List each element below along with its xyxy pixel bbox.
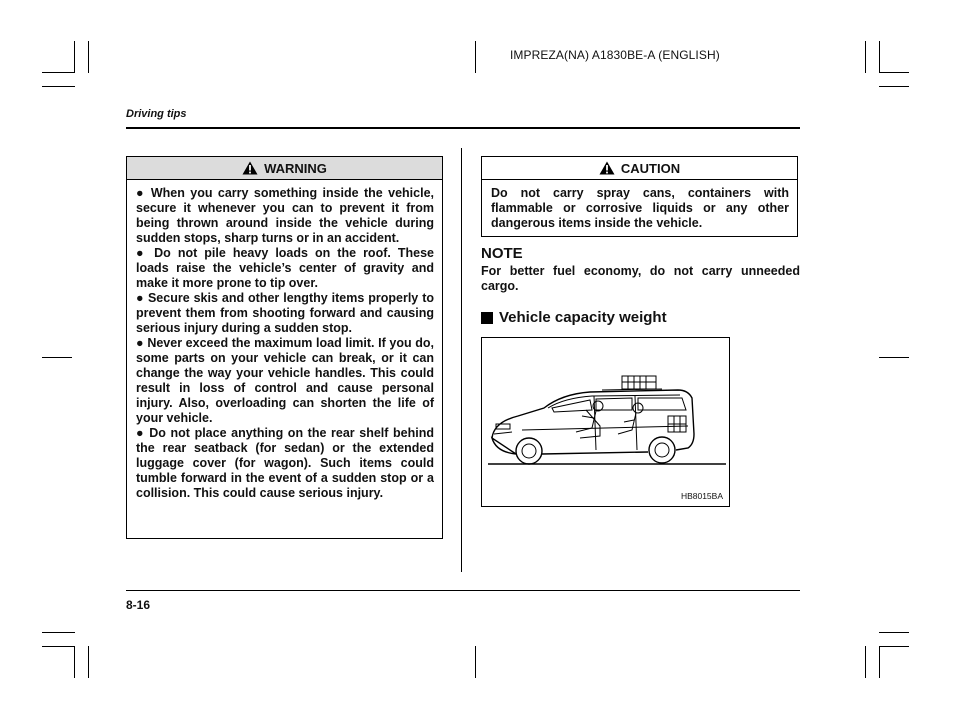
crop-mark bbox=[42, 72, 75, 73]
figure-code: HB8015BA bbox=[680, 491, 723, 501]
note-text: For better fuel economy, do not carry unneeded cargo. bbox=[481, 264, 800, 293]
section-title: Driving tips bbox=[126, 108, 187, 120]
subsection-heading bbox=[481, 309, 667, 326]
crop-mark bbox=[42, 646, 75, 647]
crop-mark bbox=[42, 86, 75, 87]
warning-item: ● Do not pile heavy loads on the roof. These loads raise the vehicle’s center of gravity and make it more prone to tip over. bbox=[136, 246, 434, 290]
crop-mark bbox=[42, 632, 75, 633]
warning-header bbox=[127, 157, 442, 180]
page-number: 8-16 bbox=[126, 598, 151, 612]
square-bullet-icon bbox=[481, 312, 493, 324]
crop-mark bbox=[88, 41, 89, 73]
crop-mark bbox=[879, 646, 880, 678]
crop-mark bbox=[879, 646, 909, 647]
warning-item: ● Secure skis and other lengthy items properly to prevent them from shooting forward and causing serious injury during a sudden stop. bbox=[136, 291, 434, 335]
crop-mark bbox=[88, 646, 89, 678]
crop-mark bbox=[879, 86, 909, 87]
crop-mark bbox=[475, 646, 476, 678]
caution-title: CAUTION bbox=[620, 160, 681, 176]
crop-mark bbox=[879, 72, 909, 73]
document-id: IMPREZA(NA) A1830BE-A (ENGLISH) bbox=[510, 48, 720, 62]
vehicle-illustration bbox=[481, 337, 730, 507]
crop-mark bbox=[475, 41, 476, 73]
warning-item: ● When you carry something inside the vehicle, secure it whenever you can to prevent it from being thrown around inside the vehicle during sudden stops, sharp turns or in an accident. bbox=[136, 186, 434, 245]
crop-mark bbox=[42, 357, 72, 358]
crop-mark bbox=[879, 632, 909, 633]
warning-item: ● Never exceed the maximum load limit. If you do, some parts on your vehicle can break, or it can change the way your vehicle handles. This could result in loss of control and cause personal injury. Also, overloading can shorten the life of your vehicle. bbox=[136, 336, 434, 425]
warning-triangle-icon bbox=[242, 161, 258, 175]
crop-mark bbox=[865, 41, 866, 73]
subsection-title: Vehicle capacity weight bbox=[499, 309, 667, 326]
note-title: NOTE bbox=[481, 245, 523, 262]
warning-body bbox=[127, 180, 442, 507]
caution-text: Do not carry spray cans, containers with flammable or corrosive liquids or any other dangerous items inside the vehicle. bbox=[491, 186, 789, 230]
header-rule bbox=[126, 127, 800, 129]
footer-rule bbox=[126, 590, 800, 591]
loaded-wagon-illustration bbox=[482, 338, 729, 506]
warning-triangle-icon bbox=[599, 161, 615, 175]
caution-header bbox=[482, 157, 797, 180]
crop-mark bbox=[74, 41, 75, 73]
caution-box bbox=[481, 156, 798, 237]
crop-mark bbox=[74, 646, 75, 678]
warning-title: WARNING bbox=[264, 160, 327, 176]
crop-mark bbox=[865, 646, 866, 678]
warning-box bbox=[126, 156, 443, 539]
warning-item: ● Do not place anything on the rear shelf behind the rear seatback (for sedan) or the extended luggage cover (for wagon). Such items could tumble forward in the event of a sudden stop or a collision. This could cause serious injury. bbox=[136, 426, 434, 500]
crop-mark bbox=[879, 41, 880, 73]
column-separator bbox=[461, 148, 462, 572]
crop-mark bbox=[879, 357, 909, 358]
